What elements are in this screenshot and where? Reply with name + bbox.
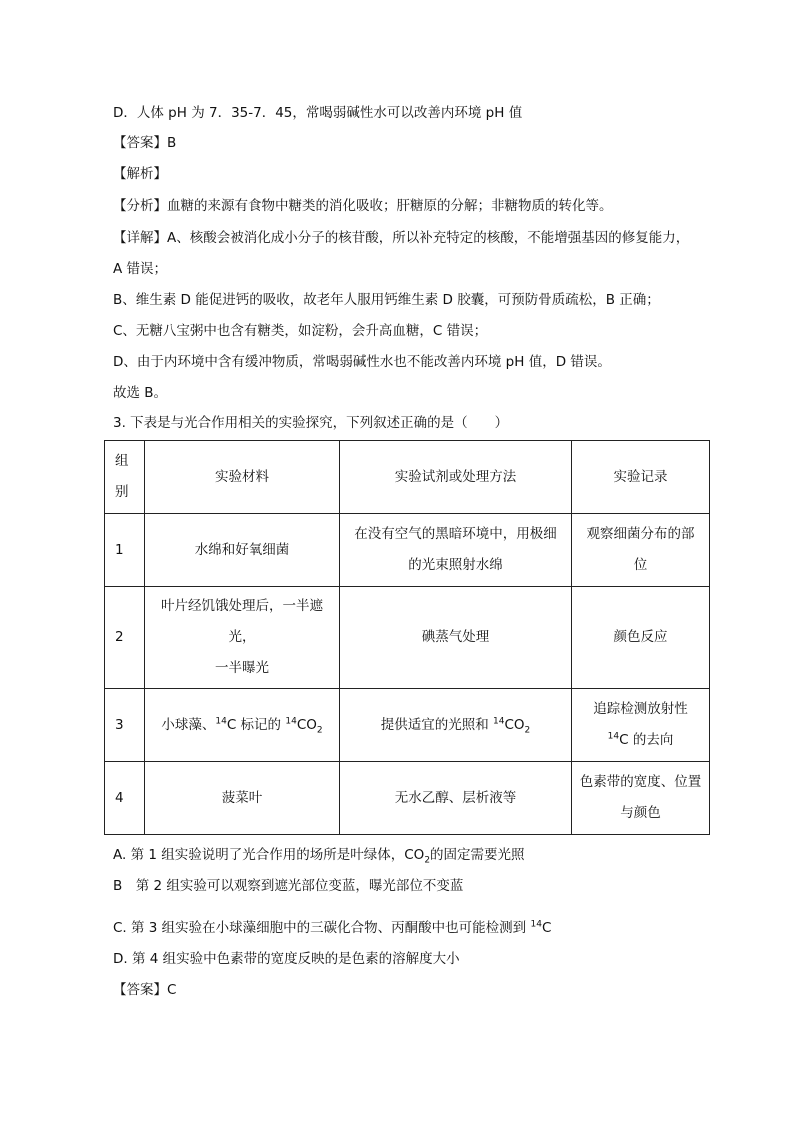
table-row (105, 762, 710, 835)
method-cell: 提供适宜的光照和 $^{14}CO_2$ (340, 689, 572, 762)
option-c: C. 第 3 组实验在小球藻细胞中的三碳化合物、丙酮酸中也可能检测到 $^{14}$C (113, 919, 552, 936)
option-b: B 第 2 组实验可以观察到遮光部位变蓝，曝光部位不变蓝 (113, 878, 464, 894)
header-group: 组 别 (105, 441, 145, 514)
detail-c: C、无糖八宝粥中也含有糖类，如淀粉，会升高血糖，C 错误； (113, 323, 488, 339)
material-cell: 叶片经饥饿处理后，一半遮光， 一半曝光 (145, 587, 340, 689)
record-cell: 观察细菌分布的部 位 (572, 514, 710, 587)
answer-label-q3: 【答案】C (113, 982, 177, 998)
material-cell: 水绵和好氧细菌 (145, 514, 340, 587)
method-cell: 无水乙醇、层析液等 (340, 762, 572, 835)
detail-paragraph-line1: 【详解】A、核酸会被消化成小分子的核苷酸，所以补充特定的核酸，不能增强基因的修复能力， (113, 230, 690, 246)
option-a: A. 第 1 组实验说明了光合作用的场所是叶绿体，$CO_2$的固定需要光照 (113, 847, 525, 866)
analysis-heading: 【解析】 (113, 166, 167, 182)
option-d-statement: D．人体 pH 为 7．35-7．45，常喝弱碱性水可以改善内环境 pH 值 (113, 105, 523, 121)
method-cell: 在没有空气的黑暗环境中，用极细 的光束照射水绵 (340, 514, 572, 587)
method-cell: 碘蒸气处理 (340, 587, 572, 689)
table-row (105, 514, 710, 587)
answer-label-q2: 【答案】B (113, 135, 177, 151)
group-cell: 2 (105, 587, 145, 689)
conclusion: 故选 B。 (113, 385, 168, 401)
table-row (105, 587, 710, 689)
header-material: 实验材料 (145, 441, 340, 514)
record-cell: 追踪检测放射性 $^{14}$C 的去向 (572, 689, 710, 762)
material-cell: 菠菜叶 (145, 762, 340, 835)
experiment-table (104, 440, 710, 835)
group-cell: 3 (105, 689, 145, 762)
record-cell: 颜色反应 (572, 587, 710, 689)
detail-d: D、由于内环境中含有缓冲物质，常喝弱碱性水也不能改善内环境 pH 值，D 错误。 (113, 354, 611, 370)
header-method: 实验试剂或处理方法 (340, 441, 572, 514)
record-cell: 色素带的宽度、位置 与颜色 (572, 762, 710, 835)
analysis-paragraph: 【分析】血糖的来源有食物中糖类的消化吸收；肝糖原的分解；非糖物质的转化等。 (113, 198, 613, 214)
material-cell: 小球藻、$^{14}$C 标记的 $^{14}CO_2$ (145, 689, 340, 762)
detail-b: B、维生素 D 能促进钙的吸收，故老年人服用钙维生素 D 胶囊，可预防骨质疏松，B 正确； (113, 292, 660, 308)
option-d: D. 第 4 组实验中色素带的宽度反映的是色素的溶解度大小 (113, 951, 460, 967)
table-row (105, 689, 710, 762)
table-header-row (105, 441, 710, 514)
group-cell: 4 (105, 762, 145, 835)
detail-paragraph-line2: A 错误； (113, 261, 168, 277)
question-3-stem: 3. 下表是与光合作用相关的实验探究，下列叙述正确的是（ ） (113, 415, 509, 431)
header-record: 实验记录 (572, 441, 710, 514)
group-cell: 1 (105, 514, 145, 587)
